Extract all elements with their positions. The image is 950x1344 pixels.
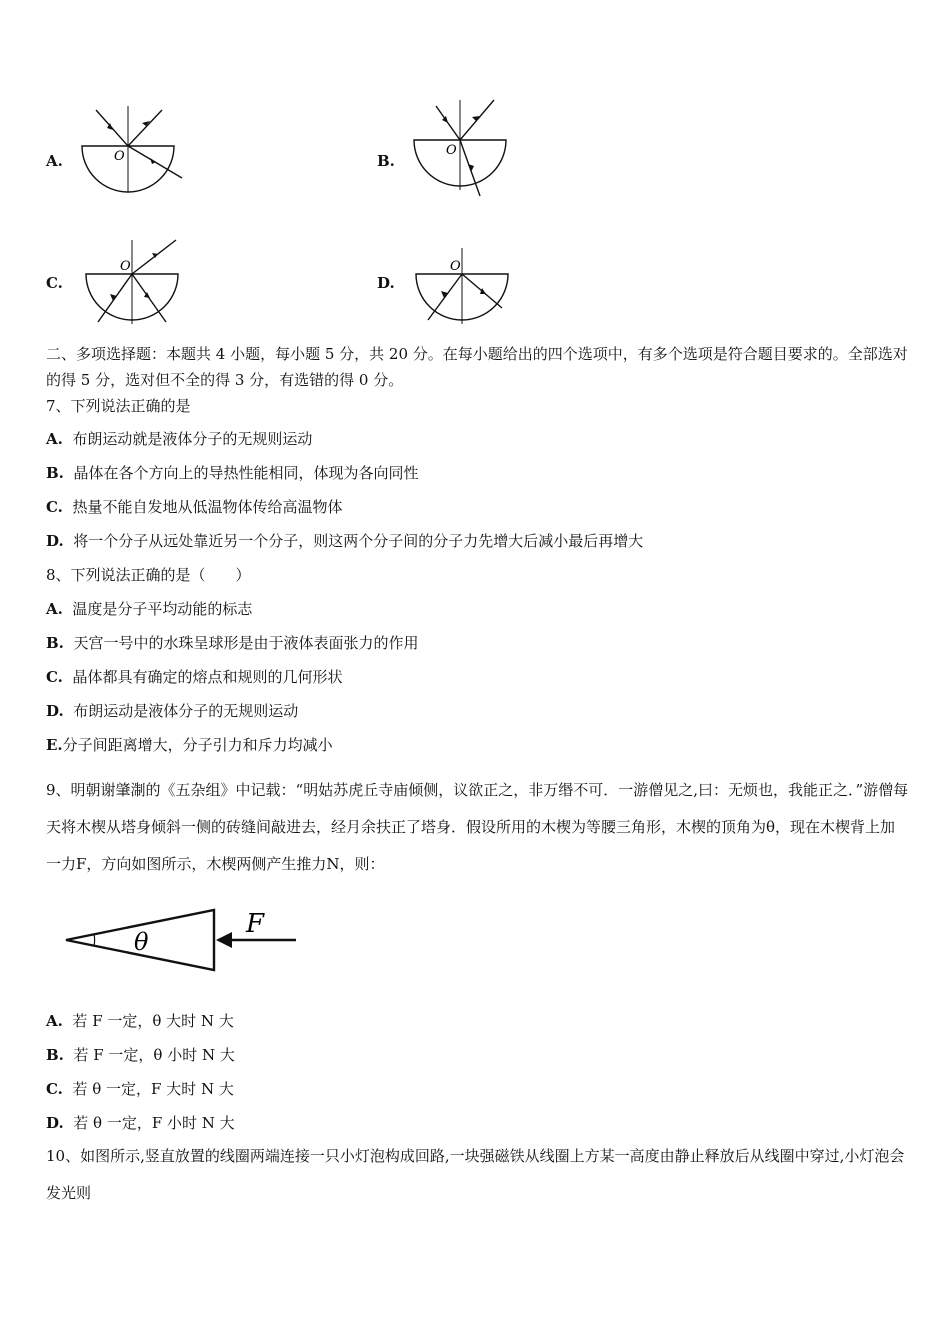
figure-option-a-label: A. <box>46 152 63 170</box>
option-text: 若 F 一定，θ 小时 N 大 <box>73 1046 235 1064</box>
option-text: 若 F 一定，θ 大时 N 大 <box>72 1012 234 1030</box>
option-label: E. <box>46 736 63 754</box>
option-text: 布朗运动是液体分子的无规则运动 <box>73 702 299 720</box>
question-8-option-e <box>46 735 333 755</box>
wedge-force-diagram <box>58 900 308 986</box>
figure-option-c-diagram <box>80 236 200 328</box>
option-text: 天宫一号中的水珠呈球形是由于液体表面张力的作用 <box>73 634 419 652</box>
question-8-option-d <box>46 701 298 721</box>
figure-option-a-diagram <box>76 100 196 200</box>
question-7-option-a <box>46 429 312 449</box>
option-text: 将一个分子从远处靠近另一个分子，则这两个分子间的分子力先增大后减小最后再增大 <box>73 532 644 550</box>
option-label: C. <box>46 668 63 686</box>
figure-option-a-origin: O <box>114 149 125 164</box>
option-label: B. <box>46 634 64 652</box>
figure-option-c-origin: O <box>120 259 131 274</box>
question-7-option-b <box>46 463 418 483</box>
question-7-option-c <box>46 497 342 517</box>
option-label: D. <box>46 1114 64 1132</box>
question-8-stem: 8、下列说法正确的是（ ） <box>46 566 251 584</box>
question-8-option-b <box>46 633 418 653</box>
section-heading-multiple-choice: 二、多项选择题：本题共 4 小题，每小题 5 分，共 20 分。在每小题给出的四个选项中，有多个选项是符合题目要求的。全部选对的得 5 分，选对但不全的得 3 分，有选错的得 0 分。 <box>46 345 908 389</box>
option-label: B. <box>46 1046 64 1064</box>
option-text: 布朗运动就是液体分子的无规则运动 <box>72 430 313 448</box>
figure-option-b-label: B. <box>377 152 395 170</box>
wedge-angle-label: θ <box>134 928 149 956</box>
option-label: C. <box>46 498 63 516</box>
question-8-option-a <box>46 599 252 619</box>
question-7-stem: 7、下列说法正确的是 <box>46 397 191 415</box>
figure-option-d-label: D. <box>377 274 395 292</box>
question-7-option-d <box>46 531 643 551</box>
question-10-stem: 10、如图所示,竖直放置的线圈两端连接一只小灯泡构成回路,一块强磁铁从线圈上方某一高度由静止释放后从线圈中穿过,小灯泡会发光则 <box>46 1147 905 1202</box>
option-label: A. <box>46 1012 63 1030</box>
figure-option-b-origin: O <box>446 143 457 158</box>
option-text: 热量不能自发地从低温物体传给高温物体 <box>72 498 343 516</box>
option-label: A. <box>46 430 63 448</box>
option-label: C. <box>46 1080 63 1098</box>
question-9-option-c <box>46 1079 234 1099</box>
force-label: F <box>246 909 265 939</box>
option-label: D. <box>46 702 64 720</box>
option-text: 温度是分子平均动能的标志 <box>72 600 253 618</box>
figure-option-c-label: C. <box>46 274 63 292</box>
option-label: A. <box>46 600 63 618</box>
figure-option-d-origin: O <box>450 259 461 274</box>
figure-option-d-diagram <box>410 236 530 328</box>
option-text: 若 θ 一定，F 大时 N 大 <box>72 1080 234 1098</box>
question-8-option-c <box>46 667 342 687</box>
option-label: B. <box>46 464 64 482</box>
option-text: 晶体都具有确定的熔点和规则的几何形状 <box>72 668 343 686</box>
option-text: 分子间距离增大，分子引力和斥力均减小 <box>62 736 333 754</box>
question-9-option-a <box>46 1011 234 1031</box>
option-text: 晶体在各个方向上的导热性能相同，体现为各向同性 <box>73 464 419 482</box>
option-text: 若 θ 一定，F 小时 N 大 <box>73 1114 235 1132</box>
question-9-stem: 9、明朝谢肇淛的《五杂组》中记载：“明姑苏虎丘寺庙倾侧，议欲正之，非万缗不可．一游僧见之,曰：无烦也，我能正之．”游僧每天将木楔从塔身倾斜一侧的砖缝间敲进去，经月余扶正了塔身．假设所用的木楔为等腰三角形，木楔的顶角为θ，现在木楔背上加一力F，方向如图所示，木楔两侧产生推力N，则： <box>46 781 909 873</box>
question-9-option-b <box>46 1045 235 1065</box>
figure-option-b-diagram <box>408 96 528 200</box>
question-9-option-d <box>46 1113 235 1133</box>
option-label: D. <box>46 532 64 550</box>
